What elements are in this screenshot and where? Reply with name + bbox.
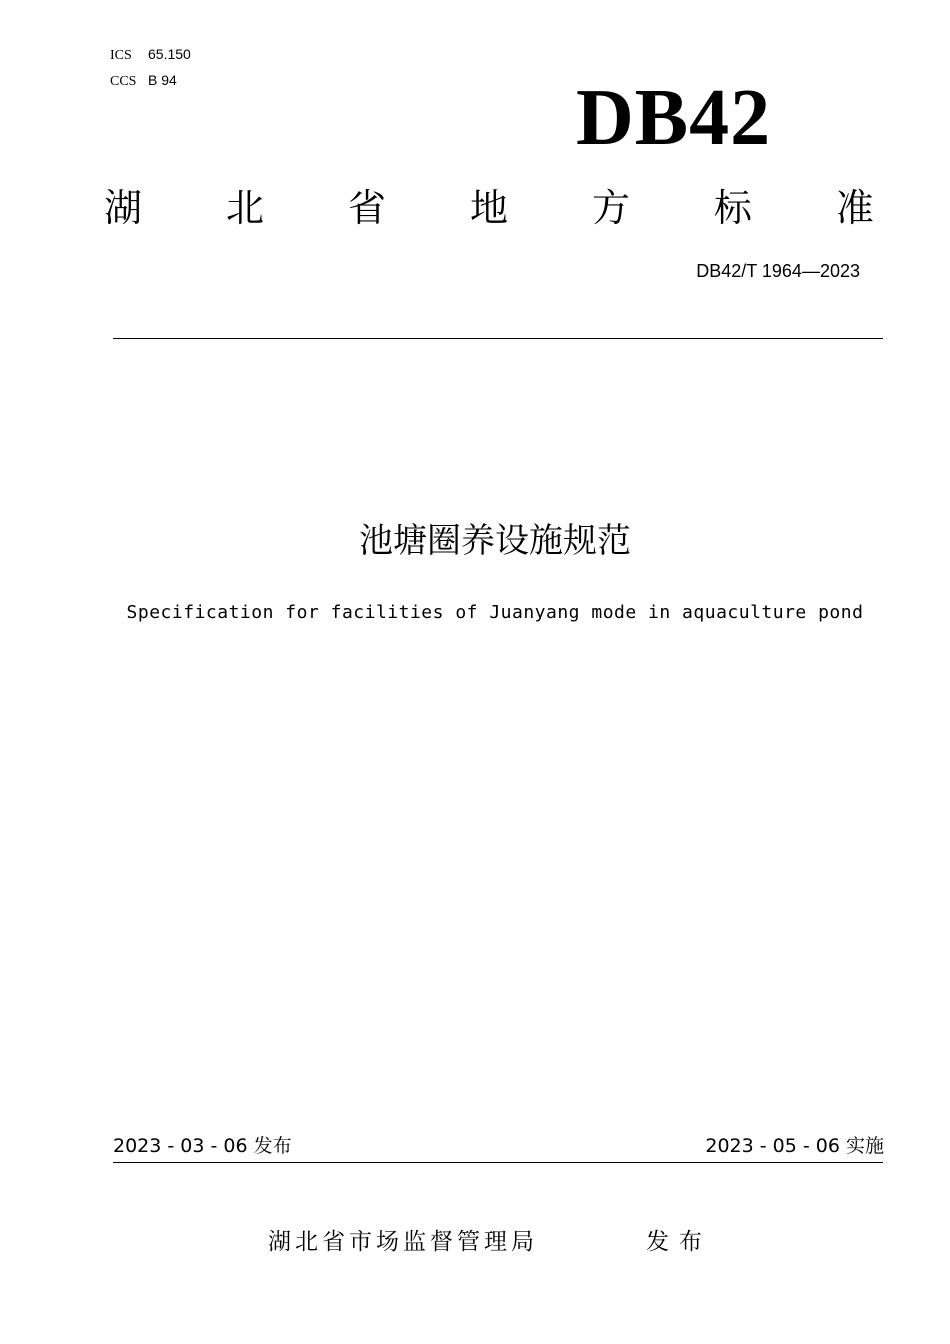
header-divider bbox=[113, 338, 883, 339]
ics-code: 65.150 bbox=[148, 46, 191, 62]
issue-label: 发布 bbox=[646, 1229, 712, 1255]
standard-type-char: 标 bbox=[713, 186, 752, 230]
standard-type-char: 准 bbox=[835, 186, 874, 230]
standard-number: DB42/T 1964—2023 bbox=[696, 261, 860, 281]
standard-type-char: 省 bbox=[347, 186, 386, 230]
footer-divider bbox=[113, 1162, 883, 1163]
db42-logo: DB42 bbox=[576, 74, 772, 162]
issuing-authority: 湖北省市场监督管理局 bbox=[268, 1229, 538, 1255]
ccs-label: CCS bbox=[110, 74, 137, 89]
ccs-row bbox=[110, 72, 177, 90]
ics-label: ICS bbox=[110, 48, 132, 63]
standard-type-char: 方 bbox=[591, 186, 630, 230]
standard-type-char: 北 bbox=[225, 186, 264, 230]
implementation-date: 2023 - 05 - 06 实施 bbox=[705, 1135, 884, 1157]
standard-type-heading bbox=[104, 180, 874, 236]
document-title-chinese: 池塘圈养设施规范 bbox=[359, 521, 631, 561]
standard-type-char: 湖 bbox=[104, 186, 143, 230]
publish-date: 2023 - 03 - 06 发布 bbox=[113, 1135, 292, 1157]
document-title-english: Specification for facilities of Juanyang mode in aquaculture pond bbox=[126, 602, 864, 623]
standard-type-char: 地 bbox=[469, 186, 508, 230]
ics-row bbox=[110, 46, 191, 64]
ccs-code: B 94 bbox=[148, 72, 177, 88]
